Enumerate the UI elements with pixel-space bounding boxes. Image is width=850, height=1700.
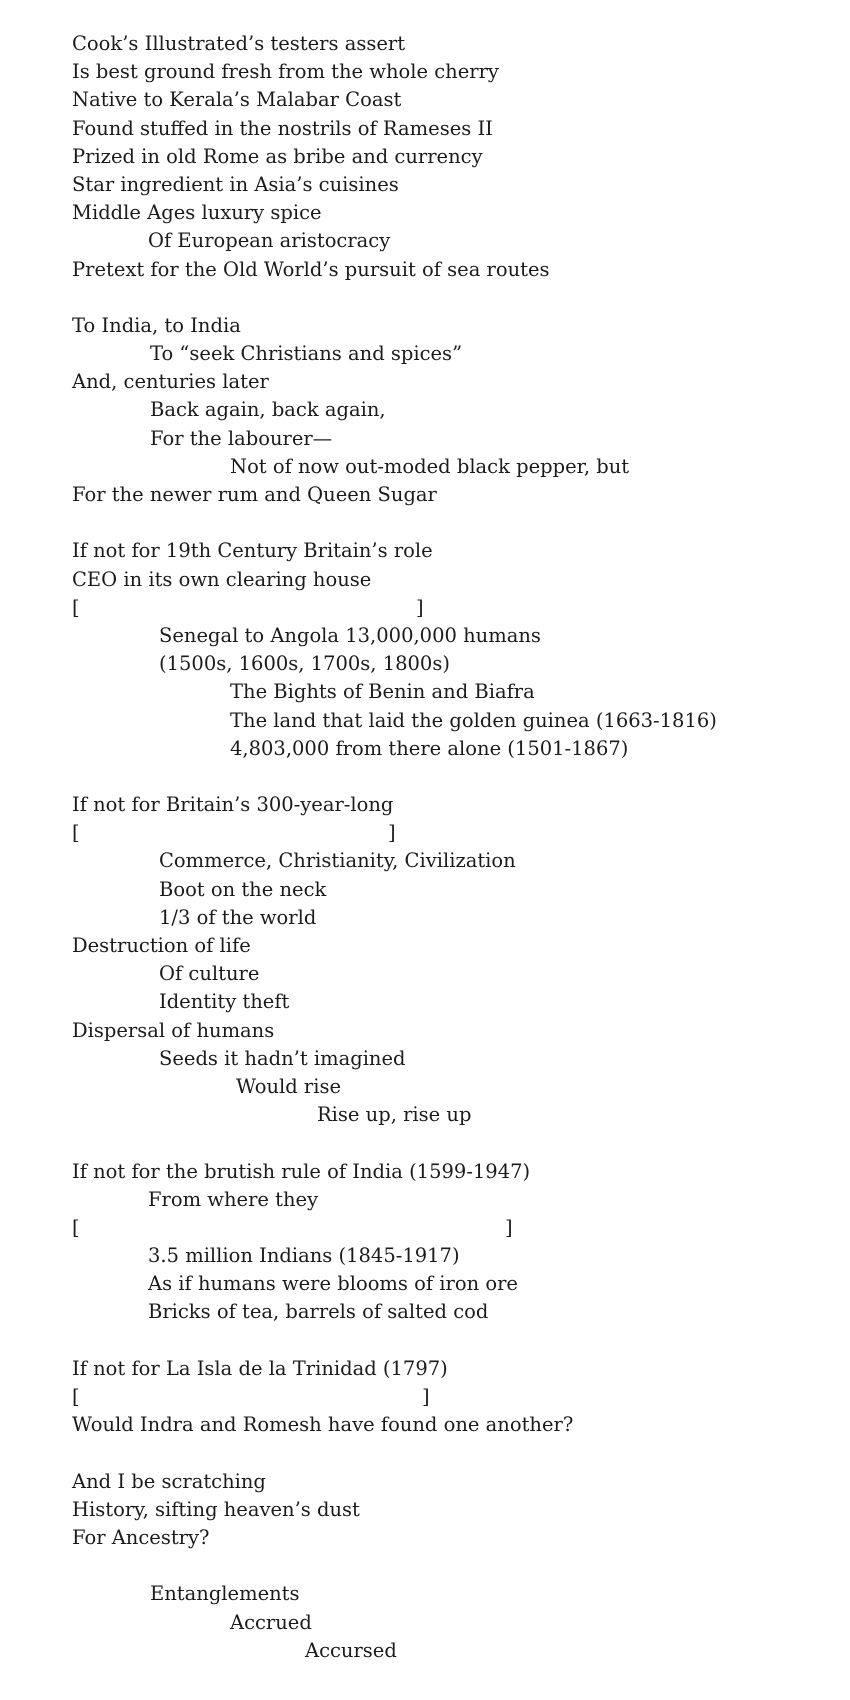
bracket-open: [: [72, 595, 80, 619]
bracket-close: ]: [388, 821, 396, 845]
poem-line: Boot on the neck: [159, 877, 327, 901]
poem-line: Would rise: [236, 1074, 342, 1098]
poem-line: Entanglements: [150, 1582, 300, 1606]
poem-line: If not for 19th Century Britain’s role: [72, 539, 433, 563]
poem-line: Destruction of life: [72, 934, 251, 957]
bracketed-blank: [0, 819, 850, 847]
poem-line: Middle Ages luxury spice: [72, 201, 322, 225]
poem-line: If not for Britain’s 300-year-long: [72, 793, 394, 817]
poem-line: (1500s, 1600s, 1700s, 1800s): [159, 652, 450, 676]
bracket-close: ]: [422, 1385, 430, 1408]
poem-line: Rise up, rise up: [317, 1103, 472, 1127]
bracket-open: [: [72, 1215, 80, 1239]
poem-line: 3.5 million Indians (1845-1917): [148, 1244, 460, 1268]
bracketed-blank: [0, 594, 850, 622]
stanza-break: [0, 763, 850, 791]
poem-line: For Ancestry?: [72, 1525, 210, 1549]
poem-line: If not for La Isla de la Trinidad (1797): [72, 1356, 448, 1380]
poem-line: Not of now out-moded black pepper, but: [230, 454, 630, 478]
bracketed-blank: [0, 1383, 850, 1411]
poem-line: Star ingredient in Asia’s cuisines: [72, 172, 399, 196]
stanza-break: [0, 1129, 850, 1157]
poem-line: For the newer rum and Queen Sugar: [72, 483, 437, 506]
stanza-break: [0, 1439, 850, 1467]
poem-line: From where they: [148, 1187, 319, 1211]
poem-line: Back again, back again,: [150, 398, 386, 422]
poem: [0, 30, 850, 1665]
bracketed-blank: [0, 1214, 850, 1242]
poem-line: Accursed: [305, 1638, 397, 1662]
poem-line: Seeds it hadn’t imagined: [159, 1046, 406, 1070]
poem-line: History, sifting heaven’s dust: [72, 1497, 360, 1521]
stanza-break: [0, 284, 850, 312]
poem-line: 4,803,000 from there alone (1501-1867): [230, 736, 629, 760]
poem-line: Bricks of tea, barrels of salted cod: [148, 1300, 489, 1324]
poem-line: And, centuries later: [72, 370, 269, 394]
poem-line: Is best ground fresh from the whole cherry: [72, 60, 499, 84]
poem-line: To India, to India: [72, 313, 241, 337]
poem-line: And I be scratching: [72, 1469, 266, 1493]
bracket-open: [: [72, 821, 80, 845]
poem-line: CEO in its own clearing house: [72, 567, 372, 591]
poem-line: Senegal to Angola 13,000,000 humans: [159, 623, 541, 647]
poem-line: Of European aristocracy: [148, 229, 391, 253]
poem-line: If not for the brutish rule of India (1599-1947): [72, 1159, 531, 1183]
poem-line: Prized in old Rome as bribe and currency: [72, 144, 483, 168]
stanza-break: [0, 1552, 850, 1580]
poem-line: Would Indra and Romesh have found one another?: [72, 1413, 574, 1437]
poem-line: Native to Kerala’s Malabar Coast: [72, 88, 402, 112]
poem-line: Pretext for the Old World’s pursuit of sea routes: [72, 257, 550, 281]
poem-line: Accrued: [230, 1610, 312, 1634]
poem-line: Identity theft: [159, 990, 290, 1014]
poem-line: Of culture: [159, 962, 260, 986]
bracket-close: ]: [505, 1215, 513, 1239]
bracket-close: ]: [416, 595, 424, 619]
poem-line: The land that laid the golden guinea (1663-1816): [230, 708, 717, 732]
poem-line: Found stuffed in the nostrils of Rameses II: [72, 116, 493, 140]
poem-line: Cook’s Illustrated’s testers assert: [72, 32, 406, 55]
poem-line: For the labourer—: [150, 426, 333, 450]
poem-line: The Bights of Benin and Biafra: [230, 680, 535, 704]
bracket-open: [: [72, 1385, 80, 1408]
poem-line: To “seek Christians and spices”: [150, 342, 463, 366]
poem-line: As if humans were blooms of iron ore: [148, 1272, 518, 1296]
poem-line: Dispersal of humans: [72, 1018, 275, 1042]
poem-line: 1/3 of the world: [159, 905, 317, 929]
poem-line: Commerce, Christianity, Civilization: [159, 849, 516, 873]
stanza-break: [0, 509, 850, 537]
stanza-break: [0, 1327, 850, 1355]
